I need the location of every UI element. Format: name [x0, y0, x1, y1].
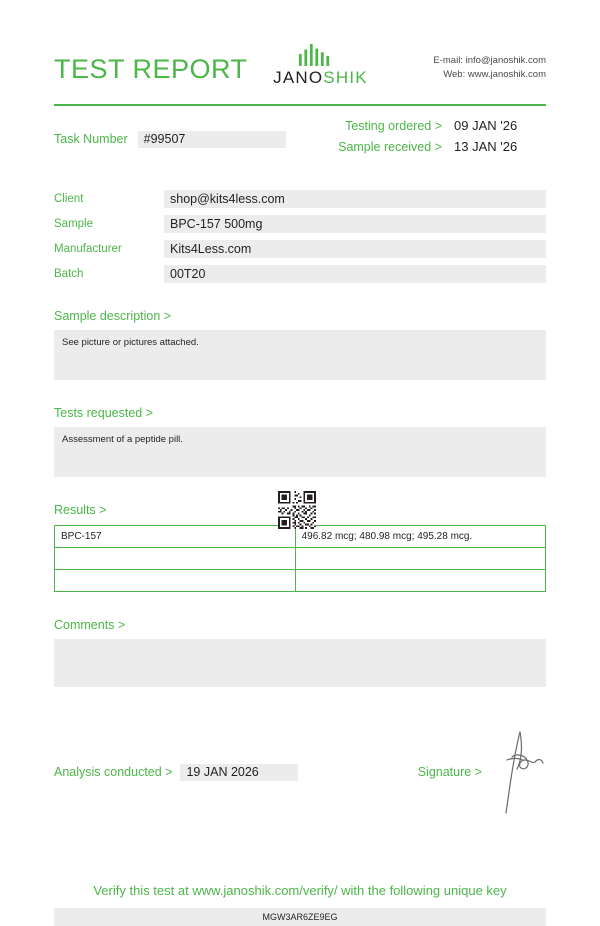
testing-ordered-value: 09 JAN '26 — [454, 118, 518, 133]
brand-wordmark-part1: JANO — [273, 68, 324, 87]
batch-value: 00T20 — [164, 265, 546, 283]
header-divider — [54, 104, 546, 106]
sample-received-label: Sample received > — [338, 139, 442, 154]
task-number-label: Task Number — [54, 132, 128, 146]
task-number-value: #99507 — [138, 131, 286, 148]
manufacturer-label: Manufacturer — [54, 243, 122, 255]
results-table — [54, 525, 546, 592]
info-table — [54, 190, 546, 283]
table-row — [55, 570, 546, 592]
brand-wordmark — [273, 68, 368, 88]
result-name — [55, 548, 296, 570]
task-section — [54, 118, 546, 160]
brand-logo — [273, 44, 368, 88]
results-title: Results > — [54, 503, 107, 517]
comments-title: Comments > — [54, 618, 126, 632]
signature-label: Signature > — [417, 765, 482, 779]
janoshik-mark-icon — [293, 44, 347, 66]
result-name: BPC-157 — [55, 526, 296, 548]
tests-requested-box: Assessment of a peptide pill. — [54, 427, 546, 477]
info-row — [54, 240, 546, 258]
result-value — [295, 570, 545, 592]
client-value: shop@kits4less.com — [164, 190, 546, 208]
manufacturer-value: Kits4Less.com — [164, 240, 546, 258]
testing-ordered-row — [338, 118, 546, 133]
sample-description-title: Sample description > — [54, 309, 172, 323]
task-number-group — [54, 118, 286, 160]
sample-value: BPC-157 500mg — [164, 215, 546, 233]
testing-ordered-label: Testing ordered > — [345, 118, 442, 133]
dates-group — [338, 118, 546, 160]
verify-text: Verify this test at www.janoshik.com/verify/ with the following unique key — [93, 883, 507, 898]
batch-label: Batch — [54, 268, 84, 280]
analysis-section — [54, 727, 546, 817]
table-row — [55, 548, 546, 570]
analysis-conducted-label: Analysis conducted > — [54, 765, 173, 779]
qr-code-icon — [276, 491, 318, 529]
info-row — [54, 265, 546, 283]
tests-requested-title: Tests requested > — [54, 406, 154, 420]
client-label: Client — [54, 193, 84, 205]
analysis-conducted-group — [54, 764, 298, 781]
sample-received-value: 13 JAN '26 — [454, 139, 518, 154]
result-name — [55, 570, 296, 592]
brand-wordmark-part2: SHIK — [323, 68, 368, 87]
sample-label: Sample — [54, 218, 93, 230]
info-row — [54, 190, 546, 208]
analysis-conducted-value: 19 JAN 2026 — [180, 764, 298, 781]
sample-received-row — [338, 139, 546, 154]
contact-web: Web: www.janoshik.com — [443, 68, 546, 80]
page-title: TEST REPORT — [54, 54, 248, 84]
report-header — [54, 0, 546, 88]
signature-group — [418, 727, 546, 817]
sample-description-box: See picture or pictures attached. — [54, 330, 546, 380]
signature-icon — [490, 727, 546, 817]
contact-info — [433, 54, 546, 82]
unique-key: MGW3AR6ZE9EG — [54, 908, 546, 926]
result-value — [295, 548, 545, 570]
comments-box — [54, 639, 546, 687]
result-value: 496.82 mcg; 480.98 mcg; 495.28 mcg. — [295, 526, 545, 548]
contact-email: E-mail: info@janoshik.com — [433, 55, 546, 66]
info-row — [54, 215, 546, 233]
